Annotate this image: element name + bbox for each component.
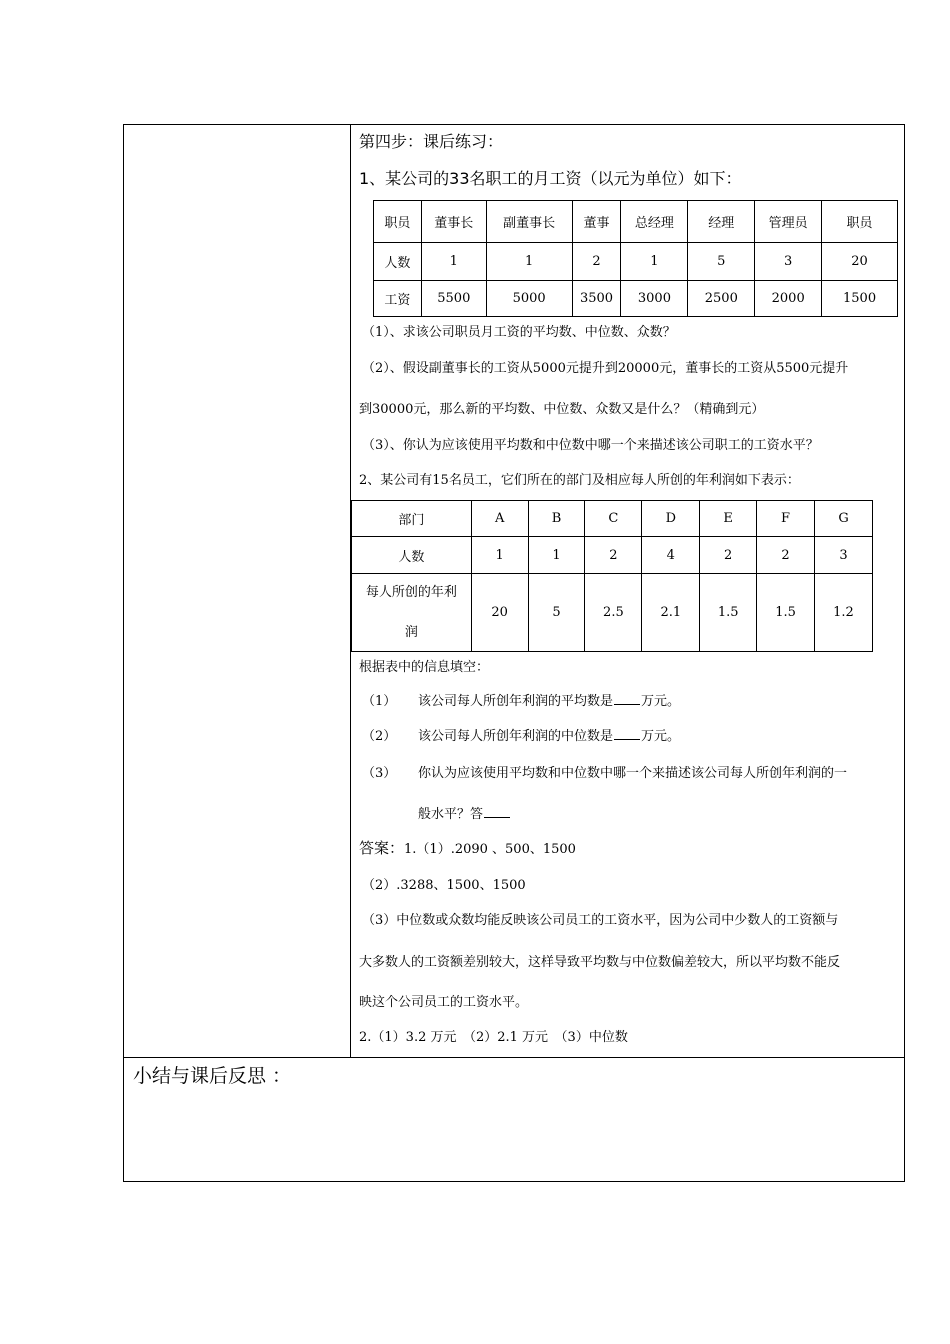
answers-line-3: （3）中位数或众数均能反映该公司员工的工资水平，因为公司中少数人的工资额与 bbox=[362, 913, 839, 928]
answers-line-1 bbox=[359, 837, 576, 858]
profit-label-line-2: 润 bbox=[404, 624, 418, 640]
row-divider bbox=[123, 1057, 905, 1058]
answer-blank bbox=[614, 692, 640, 705]
table-cell: 1 bbox=[471, 537, 528, 574]
table-cell: 1500 bbox=[822, 281, 898, 317]
table-cell: 2 bbox=[572, 243, 621, 281]
salary-header-row bbox=[374, 201, 898, 243]
question-2-title: 2、某公司有15名员工，它们所在的部门及相应每人所创的年利润如下表示： bbox=[359, 473, 800, 488]
table-cell: 董事长 bbox=[421, 201, 486, 243]
salary-wage-row bbox=[374, 281, 898, 317]
table-cell: 1 bbox=[421, 243, 486, 281]
fill-item-1-suffix: 万元。 bbox=[641, 694, 681, 709]
table-cell: 1.5 bbox=[757, 574, 815, 652]
table-cell: 总经理 bbox=[621, 201, 688, 243]
table-cell bbox=[352, 574, 472, 652]
table-cell: 部门 bbox=[352, 501, 472, 537]
table-cell: 5000 bbox=[486, 281, 572, 317]
table-cell: 2.1 bbox=[642, 574, 700, 652]
step-title: 第四步：课后练习： bbox=[359, 132, 504, 151]
fill-item-1 bbox=[418, 690, 680, 709]
profit-header-row bbox=[352, 501, 873, 537]
table-cell: 2500 bbox=[688, 281, 755, 317]
table-cell: 1 bbox=[486, 243, 572, 281]
table-cell: E bbox=[700, 501, 757, 537]
question-1-part-2-line-1: （2）、假设副董事长的工资从5000元提升到20000元，董事长的工资从5500元提升 bbox=[362, 361, 849, 376]
salary-count-row bbox=[374, 243, 898, 281]
fill-item-2-number: （2） bbox=[362, 729, 397, 744]
table-cell: 1.2 bbox=[815, 574, 873, 652]
answers-line-5: 映这个公司员工的工资水平。 bbox=[359, 995, 529, 1010]
fill-item-3-line-2-text: 般水平？答 bbox=[418, 807, 484, 822]
table-cell: 管理员 bbox=[755, 201, 822, 243]
table-cell: G bbox=[815, 501, 873, 537]
table-cell: 5 bbox=[688, 243, 755, 281]
question-1-part-3: （3）、你认为应该使用平均数和中位数中哪一个来描述该公司职工的工资水平？ bbox=[362, 438, 819, 453]
table-cell: 董事 bbox=[572, 201, 621, 243]
summary-title: 小结与课后反思 ： bbox=[133, 1065, 292, 1087]
table-cell: 工资 bbox=[374, 281, 422, 317]
fill-item-1-number: （1） bbox=[362, 694, 397, 709]
table-cell: F bbox=[757, 501, 815, 537]
question-1-part-2-line-2: 到30000元，那么新的平均数、中位数、众数又是什么？（精确到元） bbox=[359, 402, 765, 417]
answers-line-4: 大多数人的工资额差别较大，这样导致平均数与中位数偏差较大，所以平均数不能反 bbox=[359, 955, 841, 970]
table-cell: 职员 bbox=[374, 201, 422, 243]
table-cell: 3000 bbox=[621, 281, 688, 317]
profit-count-row bbox=[352, 537, 873, 574]
table-cell: D bbox=[642, 501, 700, 537]
table-cell: B bbox=[528, 501, 585, 537]
table-cell: 1 bbox=[528, 537, 585, 574]
question-1-title: 1、某公司的33名职工的月工资（以元为单位）如下： bbox=[359, 169, 742, 188]
answers-line-1-text: 1.（1）.2090 、500、1500 bbox=[404, 842, 576, 857]
table-cell: 副董事长 bbox=[486, 201, 572, 243]
profit-table bbox=[351, 500, 873, 652]
answer-blank bbox=[614, 727, 640, 740]
table-cell: 2000 bbox=[755, 281, 822, 317]
table-cell: 2 bbox=[585, 537, 642, 574]
fill-item-3-line-2 bbox=[418, 803, 511, 822]
fill-item-2-text: 该公司每人所创年利润的中位数是 bbox=[418, 729, 614, 744]
profit-value-row bbox=[352, 574, 873, 652]
fill-item-3-number: （3） bbox=[362, 766, 397, 781]
table-cell: A bbox=[471, 501, 528, 537]
fill-item-2-suffix: 万元。 bbox=[641, 729, 681, 744]
table-cell: 2.5 bbox=[585, 574, 642, 652]
table-cell: 20 bbox=[822, 243, 898, 281]
table-cell: 5 bbox=[528, 574, 585, 652]
fill-in-intro: 根据表中的信息填空： bbox=[359, 660, 490, 675]
table-cell: 人数 bbox=[352, 537, 472, 574]
table-cell: 2 bbox=[700, 537, 757, 574]
answers-line-2: （2）.3288、1500、1500 bbox=[362, 878, 526, 893]
answers-label: 答案： bbox=[359, 839, 405, 857]
table-cell: 3 bbox=[815, 537, 873, 574]
table-cell: 3500 bbox=[572, 281, 621, 317]
table-cell: 人数 bbox=[374, 243, 422, 281]
table-cell: 经理 bbox=[688, 201, 755, 243]
answers-line-6: 2.（1）3.2 万元 （2）2.1 万元 （3）中位数 bbox=[359, 1030, 628, 1045]
table-cell: C bbox=[585, 501, 642, 537]
fill-item-2 bbox=[418, 725, 680, 744]
table-cell: 1.5 bbox=[700, 574, 757, 652]
profit-label-line-1: 每人所创的年利 bbox=[365, 584, 457, 600]
table-cell: 20 bbox=[471, 574, 528, 652]
table-cell: 5500 bbox=[421, 281, 486, 317]
fill-item-3-line-1: 你认为应该使用平均数和中位数中哪一个来描述该公司每人所创年利润的一 bbox=[418, 766, 848, 781]
table-cell: 4 bbox=[642, 537, 700, 574]
answer-blank bbox=[484, 805, 510, 818]
table-cell: 职员 bbox=[822, 201, 898, 243]
fill-item-1-text: 该公司每人所创年利润的平均数是 bbox=[418, 694, 614, 709]
question-1-part-1: （1）、求该公司职员月工资的平均数、中位数、众数？ bbox=[362, 325, 676, 340]
table-cell: 1 bbox=[621, 243, 688, 281]
table-cell: 2 bbox=[757, 537, 815, 574]
table-cell: 3 bbox=[755, 243, 822, 281]
salary-table bbox=[373, 200, 898, 317]
